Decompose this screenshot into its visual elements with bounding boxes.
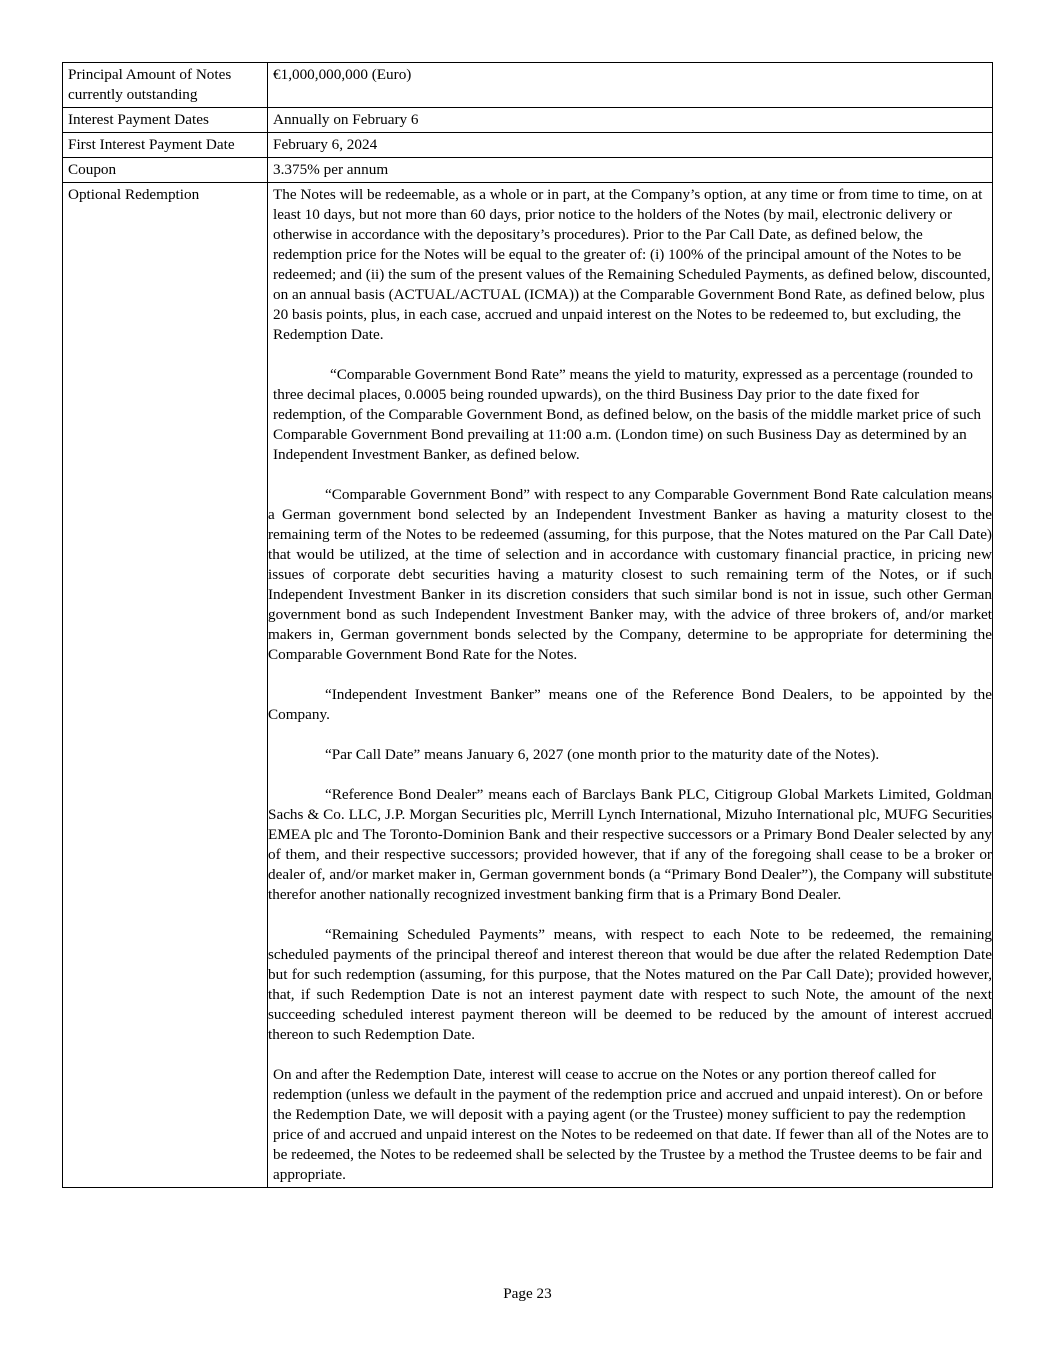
table-row (63, 108, 993, 133)
redemption-price-paragraph: The Notes will be redeemable, as a whole or in part, at the Company’s option, at any time or from time to time, on at least 10 days, but not more than 60 days, prior notice to the holders of the Notes (by mail, electronic delivery or otherwise in accordance with the depositary’s procedures). Prior to the Par Call Date, as defined below, the redemption price for the Notes will be equal to the greater of: (i) 100% of the principal amount of the Notes to be redeemed; and (ii) the sum of the present values of the Remaining Scheduled Payments, as defined below, discounted, on an annual basis (ACTUAL/ACTUAL (ICMA)) at the Comparable Government Bond Rate, as defined below, plus 20 basis points, plus, in each case, accrued and unpaid interest on the Notes to be redeemed to, but excluding, the Redemption Date. (273, 186, 991, 343)
term-label: Interest Payment Dates (63, 108, 268, 133)
investment-banker-definition: “Independent Investment Banker” means one of the Reference Bond Dealers, to be appointed by the Company. (268, 686, 992, 723)
remaining-payments-definition: “Remaining Scheduled Payments” means, with respect to each Note to be redeemed, the remaining scheduled payments of the principal thereof and interest thereon that would be due after the related Redemption Date but for such redemption (assuming, for this purpose, that the Notes matured on the Par Call Date); provided however, that, if such Redemption Date is not an interest payment date with respect to such Note, the amount of the next succeeding scheduled interest payment thereon will be deemed to be reduced by the amount of interest accrued thereon to such Redemption Date. (268, 926, 992, 1043)
page-number: Page 23 (503, 1285, 552, 1302)
term-value: €1,000,000,000 (Euro) (268, 63, 993, 108)
term-value: February 6, 2024 (268, 133, 993, 158)
par-call-date-definition: “Par Call Date” means January 6, 2027 (one month prior to the maturity date of the Notes). (325, 746, 880, 763)
term-value: 3.375% per annum (268, 158, 993, 183)
table-row (63, 133, 993, 158)
comparable-bond-definition: “Comparable Government Bond” with respect to any Comparable Government Bond Rate calculation means a German government bond selected by an Independent Investment Banker as having a maturity closest to the remaining term of the Notes to be redeemed (assuming, for this purpose, that the Notes matured on the Par Call Date) that would be utilized, at the time of selection and in accordance with customary financial practice, in pricing new issues of corporate debt securities having a maturity closest to such remaining term of the Notes, or if such Independent Investment Banker in its discretion considers that such similar bond is not in issue, such other German government bond as such Independent Investment Banker may, with the advice of three brokers of, and/or market makers in, German government bonds selected by the Company, determine to be appropriate for determining the Comparable Government Bond Rate for the Notes. (268, 486, 992, 663)
reference-dealer-definition: “Reference Bond Dealer” means each of Barclays Bank PLC, Citigroup Global Markets Limited, Goldman Sachs & Co. LLC, J.P. Morgan Securities plc, Merrill Lynch International, Mizuho International plc, MUFG Securities EMEA plc and The Toronto-Dominion Bank and their respective successors or a Primary Bond Dealer selected by any of them, and their respective successors; provided however, that if any of the foregoing shall cease to be a broker or dealer of, and/or market maker in, German government bonds (a “Primary Bond Dealer”), the Company will substitute therefor another nationally recognized investment banking firm that is a Primary Bond Dealer. (268, 786, 992, 903)
term-label: Coupon (63, 158, 268, 183)
term-label: Principal Amount of Notes currently outstanding (63, 63, 268, 108)
table-row (63, 183, 993, 1188)
table-row (63, 158, 993, 183)
comparable-rate-definition: “Comparable Government Bond Rate” means the yield to maturity, expressed as a percentage (rounded to three decimal places, 0.0005 being rounded upwards), on the third Business Day prior to the date fixed for redemption, of the Comparable Government Bond, as defined below, on the basis of the middle market price of such Comparable Government Bond prevailing at 11:00 a.m. (London time) on such Business Day as determined by an Independent Investment Banker, as defined below. (273, 366, 981, 463)
notes-terms-table (62, 62, 993, 1188)
term-label: First Interest Payment Date (63, 133, 268, 158)
table-row (63, 63, 993, 108)
optional-redemption-label: Optional Redemption (63, 183, 268, 1188)
redemption-date-paragraph: On and after the Redemption Date, interest will cease to accrue on the Notes or any portion thereof called for redemption (unless we default in the payment of the redemption price and accrued and unpaid interest). On or before the Redemption Date, we will deposit with a paying agent (or the Trustee) money sufficient to pay the redemption price of and accrued and unpaid interest on the Notes to be redeemed on that date. If fewer than all of the Notes are to be redeemed, the Notes to be redeemed shall be selected by the Trustee by a method the Trustee deems to be fair and appropriate. (273, 1066, 989, 1183)
term-value: Annually on February 6 (268, 108, 993, 133)
optional-redemption-text (268, 183, 993, 1188)
